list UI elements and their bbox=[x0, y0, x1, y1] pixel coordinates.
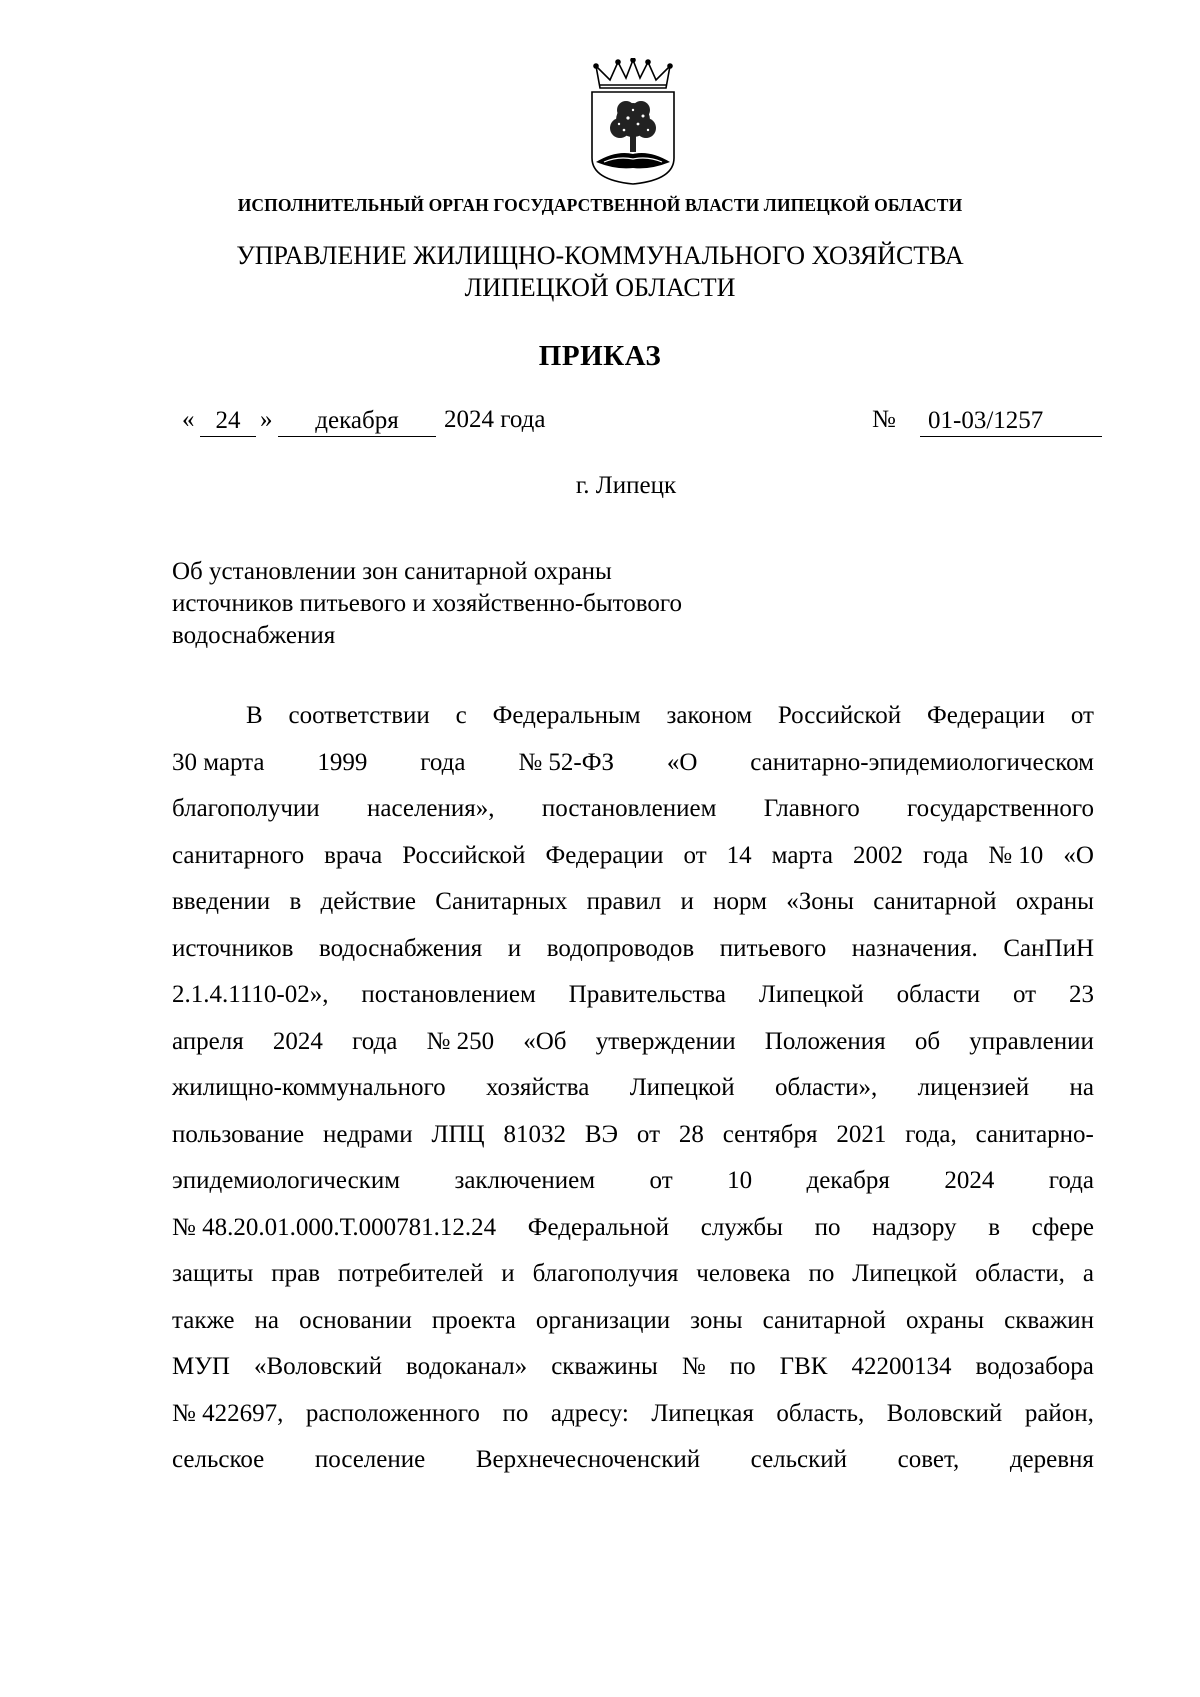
date-year: 2024 года bbox=[444, 406, 546, 433]
body-word: действие bbox=[320, 888, 417, 915]
body-word: № 422697, bbox=[172, 1399, 284, 1427]
body-word: от bbox=[1013, 981, 1037, 1008]
authority-name: ИСПОЛНИТЕЛЬНЫЙ ОРГАН ГОСУДАРСТВЕННОЙ ВЛАСТИ ЛИПЕЦКОЙ ОБЛАСТИ bbox=[237, 195, 963, 215]
order-subject bbox=[172, 556, 872, 652]
body-word: Правительства bbox=[568, 981, 726, 1008]
body-word: Липецкой bbox=[758, 981, 864, 1008]
body-word: Федерации bbox=[926, 702, 1046, 729]
body-word: 23 bbox=[1068, 981, 1094, 1008]
body-word: на bbox=[1069, 1074, 1094, 1101]
body-word: охраны bbox=[905, 1306, 985, 1334]
body-word: скважин bbox=[1004, 1306, 1094, 1334]
body-word: охраны bbox=[1015, 888, 1094, 915]
body-word: № 10 bbox=[988, 841, 1044, 869]
body-word: назначения. bbox=[851, 934, 978, 962]
body-word: питьевого bbox=[719, 934, 827, 962]
body-line bbox=[172, 926, 1094, 973]
body-line bbox=[172, 786, 1094, 833]
body-word: человека bbox=[696, 1260, 791, 1287]
body-word: на bbox=[254, 1306, 280, 1334]
body-word: года bbox=[352, 1027, 398, 1055]
subject-line: источников питьевого и хозяйственно-бытового bbox=[172, 590, 683, 617]
body-word: утверждении bbox=[595, 1027, 736, 1055]
body-word: район, bbox=[1024, 1399, 1094, 1427]
body-word: Липецкой bbox=[629, 1074, 735, 1101]
body-word: источников bbox=[172, 934, 294, 962]
body-word: № 250 bbox=[426, 1027, 495, 1055]
body-line bbox=[172, 1344, 1094, 1391]
body-word: скважины bbox=[551, 1353, 658, 1380]
body-word: 2002 bbox=[852, 841, 903, 869]
body-word: область, bbox=[776, 1399, 865, 1427]
body-line bbox=[172, 1391, 1094, 1438]
body-word: об bbox=[914, 1027, 941, 1055]
document-type-title: ПРИКАЗ bbox=[538, 340, 662, 372]
body-word: основании bbox=[299, 1306, 412, 1334]
body-word: адресу: bbox=[550, 1399, 629, 1427]
city-name: г. Липецк bbox=[575, 472, 677, 499]
body-word: и bbox=[680, 888, 694, 915]
body-word: № bbox=[681, 1353, 706, 1380]
date-month-field bbox=[278, 406, 436, 437]
body-word: СанПиН bbox=[1003, 934, 1094, 962]
body-word: населения», bbox=[366, 795, 495, 822]
body-word: ВЭ bbox=[584, 1120, 619, 1148]
body-word: благополучия bbox=[532, 1260, 679, 1287]
body-word: 42200134 bbox=[851, 1353, 952, 1380]
body-word: Липецкая bbox=[651, 1399, 754, 1427]
body-word: введении bbox=[172, 888, 271, 915]
body-line bbox=[172, 1437, 1094, 1484]
body-word: поселение bbox=[314, 1446, 426, 1473]
body-word: прав bbox=[271, 1260, 321, 1287]
body-word: 14 bbox=[726, 841, 752, 869]
body-word: и bbox=[507, 934, 522, 962]
body-word: санитарной bbox=[873, 888, 997, 915]
subject-line: водоснабжения bbox=[172, 622, 336, 649]
body-word: области bbox=[896, 981, 981, 1008]
body-word: постановлением bbox=[361, 981, 536, 1008]
body-word: эпидемиологическим bbox=[172, 1167, 401, 1194]
body-word: Федеральной bbox=[527, 1213, 670, 1241]
body-word: надзору bbox=[872, 1213, 957, 1241]
body-word: государственного bbox=[907, 795, 1094, 822]
body-word: сентября bbox=[722, 1120, 818, 1148]
body-word: постановлением bbox=[541, 795, 717, 822]
body-word: от bbox=[1070, 702, 1094, 729]
body-word: проекта bbox=[431, 1306, 516, 1334]
body-word: санитарно- bbox=[975, 1120, 1094, 1148]
body-word: пользование bbox=[172, 1120, 305, 1148]
body-line bbox=[172, 1112, 1094, 1159]
body-word: организации bbox=[535, 1306, 671, 1334]
body-word: Федерации bbox=[545, 841, 664, 869]
body-word: «Воловский bbox=[254, 1353, 382, 1380]
body-word: водозабора bbox=[975, 1353, 1094, 1380]
body-word: года, bbox=[905, 1120, 957, 1148]
body-word: В bbox=[246, 702, 263, 729]
body-word: 30 марта bbox=[172, 748, 265, 776]
body-line bbox=[172, 1251, 1094, 1298]
date-day: 24 bbox=[200, 406, 256, 437]
body-word: заключением bbox=[454, 1167, 596, 1194]
body-word: расположенного bbox=[305, 1399, 480, 1427]
body-word: в bbox=[289, 888, 302, 915]
body-word: благополучии bbox=[172, 795, 320, 822]
body-word: Главного bbox=[763, 795, 860, 822]
body-word: от bbox=[683, 841, 707, 869]
body-word: правил bbox=[586, 888, 662, 915]
body-word: соответствии bbox=[288, 702, 430, 729]
order-number: 01-03/1257 bbox=[920, 406, 1102, 437]
body-word: с bbox=[455, 702, 467, 729]
body-word: по bbox=[814, 1213, 841, 1241]
body-word: зоны bbox=[690, 1306, 743, 1334]
body-word: Российской bbox=[402, 841, 526, 869]
body-word: 81032 bbox=[503, 1120, 566, 1148]
body-word: хозяйства bbox=[485, 1074, 590, 1101]
body-line bbox=[172, 693, 1094, 740]
body-word: МУП bbox=[172, 1353, 230, 1380]
body-word: сельское bbox=[172, 1446, 265, 1473]
body-word: Воловский bbox=[886, 1399, 1003, 1427]
body-word: 2024 bbox=[944, 1167, 995, 1194]
body-word: службы bbox=[700, 1213, 783, 1241]
body-word: недрами bbox=[322, 1120, 413, 1148]
body-word: 2024 bbox=[272, 1027, 323, 1055]
body-word: ЛПЦ bbox=[431, 1120, 485, 1148]
body-word: санитарного bbox=[172, 841, 305, 869]
body-line bbox=[172, 1065, 1094, 1112]
body-line bbox=[172, 1019, 1094, 1066]
body-line bbox=[172, 740, 1094, 787]
body-word: «О bbox=[1063, 841, 1094, 869]
department-name bbox=[0, 240, 1200, 304]
body-word: санитарно-эпидемиологическом bbox=[750, 748, 1094, 776]
subject-line: Об установлении зон санитарной охраны bbox=[172, 558, 612, 585]
date-close-quote: » bbox=[260, 406, 273, 433]
date-number-row bbox=[172, 406, 1102, 438]
body-word: марта bbox=[771, 841, 833, 869]
body-word: водоснабжения bbox=[319, 934, 483, 962]
body-word: области, bbox=[975, 1260, 1065, 1287]
body-word: законом bbox=[666, 702, 753, 729]
date-open-quote: « bbox=[182, 406, 195, 433]
body-word: Федеральным bbox=[492, 702, 641, 729]
body-word: также bbox=[172, 1306, 235, 1334]
order-number-field bbox=[920, 406, 1102, 437]
body-word: Липецкой bbox=[852, 1260, 958, 1287]
body-word: водопроводов bbox=[546, 934, 695, 962]
body-word: 2021 bbox=[836, 1120, 887, 1148]
body-word: лицензией bbox=[917, 1074, 1030, 1101]
body-word: Санитарных bbox=[435, 888, 568, 915]
coat-of-arms-icon bbox=[586, 58, 680, 186]
body-word: от bbox=[649, 1167, 673, 1194]
body-word: защиты bbox=[172, 1260, 254, 1287]
body-word: а bbox=[1082, 1260, 1094, 1287]
body-line bbox=[172, 1298, 1094, 1345]
body-word: сфере bbox=[1031, 1213, 1094, 1241]
body-word: жилищно-коммунального bbox=[172, 1074, 446, 1101]
body-word: ГВК bbox=[779, 1353, 828, 1380]
body-word: по bbox=[502, 1399, 529, 1427]
body-word: и bbox=[501, 1260, 515, 1287]
body-word: Положения bbox=[764, 1027, 886, 1055]
body-word: «Об bbox=[523, 1027, 567, 1055]
body-word: области», bbox=[774, 1074, 878, 1101]
body-word: апреля bbox=[172, 1027, 244, 1055]
body-word: № 48.20.01.000.Т.000781.12.24 bbox=[172, 1213, 497, 1241]
body-line bbox=[172, 1205, 1094, 1252]
date-day-field bbox=[200, 406, 256, 437]
body-word: норм bbox=[713, 888, 767, 915]
body-word: года bbox=[420, 748, 466, 776]
body-word: года bbox=[922, 841, 969, 869]
body-word: деревня bbox=[1009, 1446, 1094, 1473]
body-line bbox=[172, 879, 1094, 926]
body-word: от bbox=[636, 1120, 661, 1148]
date-month: декабря bbox=[278, 406, 436, 437]
body-word: потребителей bbox=[337, 1260, 484, 1287]
body-word: декабря bbox=[806, 1167, 890, 1194]
body-word: 1999 bbox=[317, 748, 368, 776]
body-word: года bbox=[1048, 1167, 1094, 1194]
body-word: Верхнечесноченский bbox=[475, 1446, 701, 1473]
body-word: 2.1.4.1110-02», bbox=[172, 981, 329, 1008]
body-word: «Зоны bbox=[786, 888, 854, 915]
body-word: по bbox=[808, 1260, 835, 1287]
department-name-line1: УПРАВЛЕНИЕ ЖИЛИЩНО-КОММУНАЛЬНОГО ХОЗЯЙСТВА bbox=[236, 241, 964, 270]
body-word: сельский bbox=[750, 1446, 848, 1473]
body-word: управлении bbox=[969, 1027, 1094, 1055]
body-word: врача bbox=[324, 841, 383, 869]
body-word: «О bbox=[666, 748, 698, 776]
body-word: в bbox=[988, 1213, 1001, 1241]
body-word: 10 bbox=[727, 1167, 753, 1194]
body-line bbox=[172, 972, 1094, 1019]
body-word: № 52-ФЗ bbox=[518, 748, 615, 776]
order-body-text bbox=[172, 693, 1094, 1484]
department-name-line2: ЛИПЕЦКОЙ ОБЛАСТИ bbox=[464, 273, 736, 302]
body-word: 28 bbox=[678, 1120, 704, 1148]
body-word: Российской bbox=[777, 702, 902, 729]
body-word: водоканал» bbox=[406, 1353, 528, 1380]
body-word: по bbox=[729, 1353, 756, 1380]
number-sign: № bbox=[872, 406, 896, 433]
body-word: санитарной bbox=[762, 1306, 886, 1334]
body-line bbox=[172, 833, 1094, 880]
body-line bbox=[172, 1158, 1094, 1205]
body-word: совет, bbox=[897, 1446, 960, 1473]
